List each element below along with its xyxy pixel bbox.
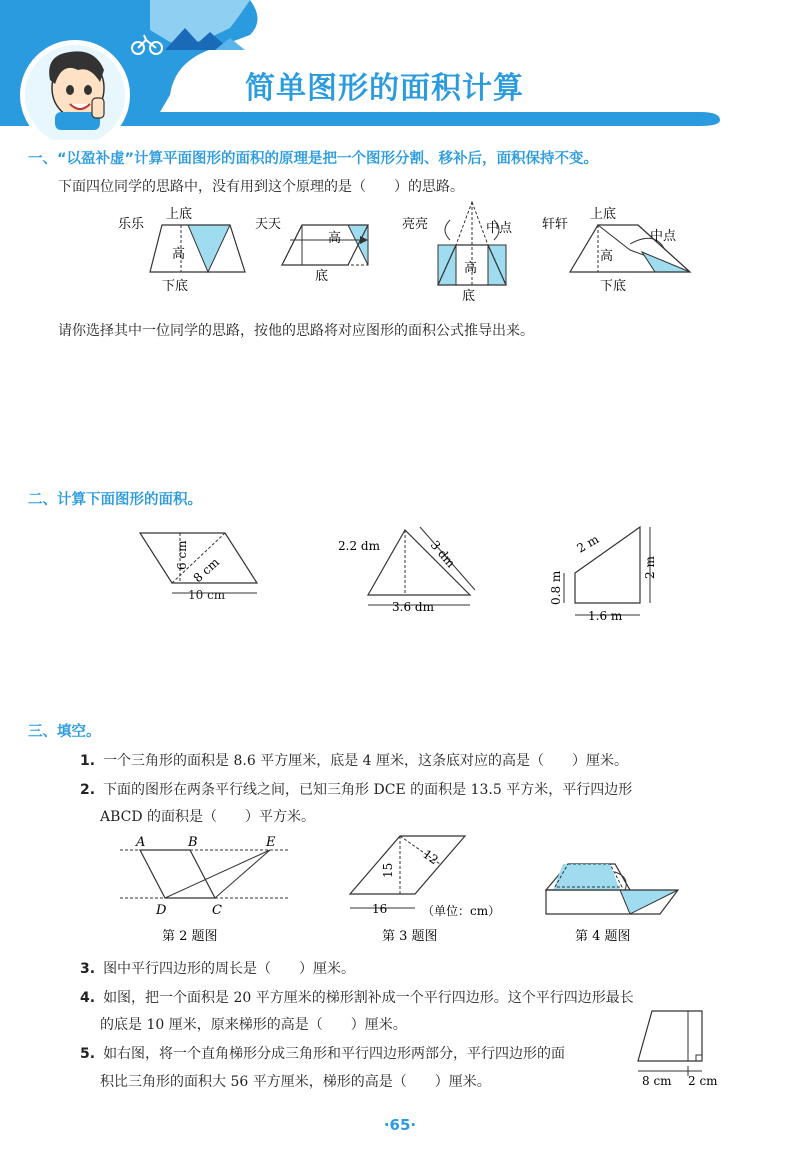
section1-question: 下面四位同学的思路中，没有用到这个原理的是（ ）的思路。 xyxy=(58,179,464,195)
svg-text:8 cm: 8 cm xyxy=(190,555,222,586)
svg-text:10 cm: 10 cm xyxy=(188,588,226,602)
fig-q4 xyxy=(546,864,678,944)
svg-text:C: C xyxy=(212,903,222,918)
svg-text:天天: 天天 xyxy=(255,217,282,232)
q1: 1. 一个三角形的面积是 8.6 平方厘米，底是 4 厘米，这条底对应的高是（ ）厘米。 xyxy=(80,753,629,769)
svg-text:高: 高 xyxy=(328,231,342,246)
section1-task: 请你选择其中一位同学的思路，按他的思路将对应图形的面积公式推导出来。 xyxy=(58,323,534,339)
q5-line1: 5. 如右图，将一个直角梯形分成三角形和平行四边形两部分，平行四边形的面 xyxy=(80,1046,566,1062)
svg-text:第 4 题图: 第 4 题图 xyxy=(575,929,631,944)
section2-heading: 二、计算下面图形的面积。 xyxy=(28,492,202,508)
section3-heading: 三、填空。 xyxy=(28,724,101,740)
svg-text:6 cm: 6 cm xyxy=(175,540,189,570)
svg-text:1.6 m: 1.6 m xyxy=(588,609,623,623)
svg-text:2 cm: 2 cm xyxy=(688,1074,718,1088)
svg-text:底: 底 xyxy=(315,269,329,284)
section2-figures xyxy=(130,515,670,630)
svg-text:高: 高 xyxy=(172,247,186,262)
svg-text:下底: 下底 xyxy=(162,279,189,294)
svg-text:2 m: 2 m xyxy=(643,556,657,579)
svg-text:亮亮: 亮亮 xyxy=(402,217,429,232)
svg-text:底: 底 xyxy=(462,289,476,304)
svg-text:E: E xyxy=(266,835,276,850)
svg-text:D: D xyxy=(156,903,167,918)
svg-text:A: A xyxy=(136,835,146,850)
svg-text:15: 15 xyxy=(381,862,395,878)
section1-heading: 一、“以盈补虚”计算平面图形的面积的原理是把一个图形分割、移补后，面积保持不变。 xyxy=(28,151,599,167)
section1-figures xyxy=(110,200,720,305)
svg-text:乐乐: 乐乐 xyxy=(118,217,145,232)
s2-trapezoid xyxy=(549,527,657,623)
q2-line1: 2. 下面的图形在两条平行线之间，已知三角形 DCE 的面积是 13.5 平方米，平行四边形 xyxy=(80,782,633,798)
svg-text:上底: 上底 xyxy=(590,207,617,222)
svg-text:2 m: 2 m xyxy=(574,532,602,556)
svg-text:高: 高 xyxy=(600,249,614,264)
svg-text:B: B xyxy=(188,835,198,850)
figure-lele xyxy=(118,206,245,294)
svg-text:3 dm: 3 dm xyxy=(427,537,459,571)
svg-text:（单位：cm）: （单位：cm） xyxy=(422,904,501,918)
svg-text:16: 16 xyxy=(372,902,388,916)
svg-text:0.8 m: 0.8 m xyxy=(549,570,563,605)
fig-q5 xyxy=(632,1005,732,1091)
figure-xuanxuan xyxy=(542,206,690,294)
svg-text:12: 12 xyxy=(420,846,441,868)
svg-text:中点: 中点 xyxy=(486,221,513,236)
q3: 3. 图中平行四边形的周长是（ ）厘米。 xyxy=(80,961,356,977)
svg-text:第 3 题图: 第 3 题图 xyxy=(382,929,438,944)
svg-text:8 cm: 8 cm xyxy=(642,1074,672,1088)
q4-line2: 的底是 10 厘米，原来梯形的高是（ ）厘米。 xyxy=(100,1017,407,1033)
figure-tiantian xyxy=(255,217,368,284)
svg-text:高: 高 xyxy=(464,261,478,276)
fig-q2 xyxy=(120,835,290,944)
q2-line2: ABCD 的面积是（ ）平方米。 xyxy=(100,809,316,825)
svg-text:3.6 dm: 3.6 dm xyxy=(392,600,434,614)
page-title: 简单图形的面积计算 xyxy=(245,71,524,106)
svg-text:轩轩: 轩轩 xyxy=(542,217,569,232)
svg-text:下底: 下底 xyxy=(600,279,627,294)
page-number: ·65· xyxy=(383,1116,417,1134)
svg-text:中点: 中点 xyxy=(650,229,677,244)
q4-line1: 4. 如图，把一个面积是 20 平方厘米的梯形割补成一个平行四边形。这个平行四边形最长 xyxy=(80,990,634,1006)
fig-q3 xyxy=(350,836,500,944)
svg-text:上底: 上底 xyxy=(166,207,193,222)
figure-liangliang xyxy=(402,202,513,304)
svg-text:2.2 dm: 2.2 dm xyxy=(338,539,380,553)
q5-line2: 积比三角形的面积大 56 平方厘米，梯形的高是（ ）厘米。 xyxy=(100,1074,491,1090)
s2-triangle xyxy=(338,527,475,614)
section3-figures xyxy=(110,832,710,950)
svg-text:第 2 题图: 第 2 题图 xyxy=(162,929,218,944)
s2-parallelogram xyxy=(140,533,257,602)
